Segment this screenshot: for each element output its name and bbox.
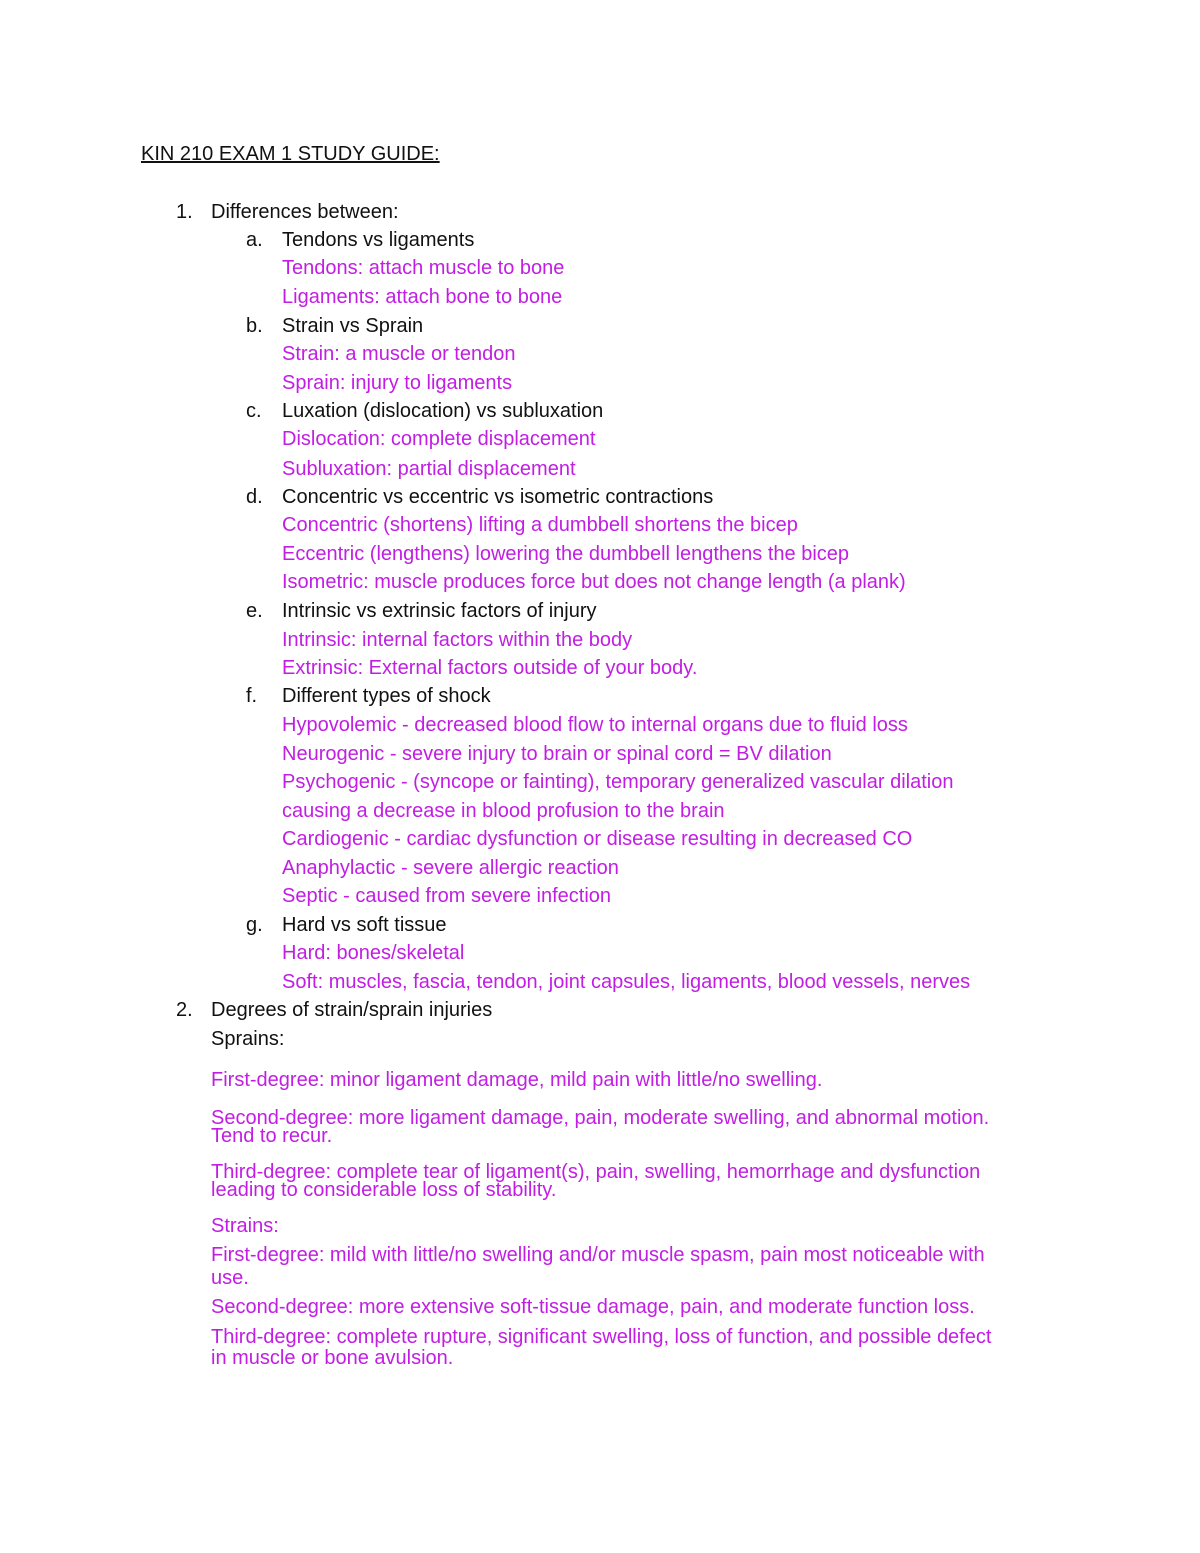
item-f-answer: Hypovolemic - decreased blood flow to internal organs due to fluid loss (282, 714, 908, 736)
strain-degree-text: Second-degree: more extensive soft-tissue damage, pain, and moderate function loss. (211, 1296, 975, 1318)
sprain-degree-text: Second-degree: more ligament damage, pain, moderate swelling, and abnormal motion. (211, 1107, 990, 1129)
question-1-heading: Differences between: (211, 201, 399, 223)
item-f-answer: Anaphylactic - severe allergic reaction (282, 857, 619, 879)
item-f-answer: Septic - caused from severe infection (282, 885, 612, 907)
item-a-question: Tendons vs ligaments (282, 229, 475, 251)
item-c-answer: Subluxation: partial displacement (282, 458, 576, 480)
item-f-question: Different types of shock (282, 685, 491, 707)
sprain-degree-text: Third-degree: complete tear of ligament(s), pain, swelling, hemorrhage and dysfunction (211, 1161, 981, 1183)
question-2-heading: Degrees of strain/sprain injuries (211, 999, 493, 1021)
item-b-answer: Sprain: injury to ligaments (282, 372, 513, 394)
strain-degree-text: use. (211, 1267, 249, 1289)
sprain-degree-text: First-degree: minor ligament damage, mild pain with little/no swelling. (211, 1069, 823, 1091)
sprain-degree-text: Tend to recur. (211, 1125, 333, 1147)
item-a-letter: a. (246, 229, 263, 251)
strain-degree-text: First-degree: mild with little/no swelling and/or muscle spasm, pain most noticeable with (211, 1244, 985, 1266)
item-b-answer: Strain: a muscle or tendon (282, 343, 516, 365)
item-c-question: Luxation (dislocation) vs subluxation (282, 400, 604, 422)
item-a-answer: Ligaments: attach bone to bone (282, 286, 563, 308)
item-d-letter: d. (246, 486, 263, 508)
item-b-question: Strain vs Sprain (282, 315, 424, 337)
question-2-number: 2. (176, 999, 193, 1021)
strains-label: Strains: (211, 1215, 279, 1237)
item-f-answer: Psychogenic - (syncope or fainting), temporary generalized vascular dilation (282, 771, 954, 793)
page-title: KIN 210 EXAM 1 STUDY GUIDE: (141, 143, 440, 165)
item-g-letter: g. (246, 914, 263, 936)
item-e-answer: Extrinsic: External factors outside of your body. (282, 657, 698, 679)
sprains-label: Sprains: (211, 1028, 285, 1050)
item-c-letter: c. (246, 400, 262, 422)
item-e-letter: e. (246, 600, 263, 622)
item-g-answer: Hard: bones/skeletal (282, 942, 465, 964)
item-c-answer: Dislocation: complete displacement (282, 428, 596, 450)
item-e-answer: Intrinsic: internal factors within the body (282, 629, 633, 651)
strain-degree-text: Third-degree: complete rupture, significant swelling, loss of function, and possible defect (211, 1326, 992, 1348)
item-f-answer: Neurogenic - severe injury to brain or spinal cord = BV dilation (282, 743, 832, 765)
item-f-letter: f. (246, 685, 258, 707)
item-d-answer: Eccentric (lengthens) lowering the dumbbell lengthens the bicep (282, 543, 850, 565)
strain-degree-text: in muscle or bone avulsion. (211, 1347, 454, 1369)
item-g-question: Hard vs soft tissue (282, 914, 447, 936)
sprain-degree-text: leading to considerable loss of stability. (211, 1179, 557, 1201)
item-e-question: Intrinsic vs extrinsic factors of injury (282, 600, 597, 622)
item-g-answer: Soft: muscles, fascia, tendon, joint capsules, ligaments, blood vessels, nerves (282, 971, 971, 993)
question-1-number: 1. (176, 201, 193, 223)
item-d-answer: Concentric (shortens) lifting a dumbbell shortens the bicep (282, 514, 798, 536)
item-a-answer: Tendons: attach muscle to bone (282, 257, 565, 279)
item-f-answer: causing a decrease in blood profusion to the brain (282, 800, 725, 822)
item-f-answer: Cardiogenic - cardiac dysfunction or disease resulting in decreased CO (282, 828, 913, 850)
item-b-letter: b. (246, 315, 263, 337)
item-d-question: Concentric vs eccentric vs isometric contractions (282, 486, 714, 508)
item-d-answer: Isometric: muscle produces force but does not change length (a plank) (282, 571, 906, 593)
